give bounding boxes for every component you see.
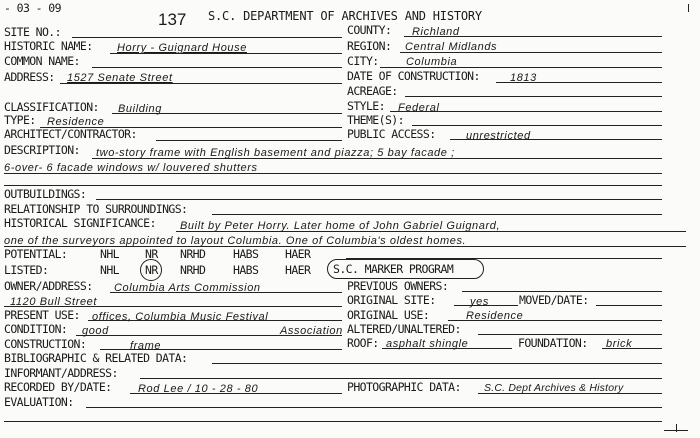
recorded-by-value: Rod Lee / 10 - 28 - 80: [138, 383, 259, 395]
recorded-by-line: [130, 393, 342, 394]
common-name-label: COMMON NAME:: [4, 54, 80, 68]
site-no-value: 137: [158, 10, 187, 29]
bottom-line: [4, 421, 662, 422]
evaluation-label: EVALUATION:: [4, 395, 74, 409]
potential-habs[interactable]: HABS: [233, 247, 259, 261]
altered-label: ALTERED/UNALTERED:: [347, 322, 461, 336]
bibliographic-line: [212, 363, 662, 364]
condition-value: good: [82, 325, 109, 337]
description-line-1: two-story frame with English basement and piazza; 5 bay facade ;: [96, 147, 455, 159]
previous-owners-line: [462, 291, 662, 292]
description-label: DESCRIPTION:: [4, 143, 80, 157]
informant-line: [140, 378, 662, 379]
architect-label: ARCHITECT/CONTRACTOR:: [4, 127, 137, 141]
classification-value: Building: [118, 103, 162, 115]
outbuildings-line: [96, 199, 662, 200]
potential-nhl[interactable]: NHL: [100, 247, 119, 261]
date-of-construction-line: [496, 82, 662, 83]
present-use-line-1: offices, Columbia Music Festival: [92, 311, 269, 323]
owner-address-line-1: Columbia Arts Commission: [114, 282, 261, 294]
city-value: Columbia: [406, 56, 458, 68]
foundation-label: FOUNDATION:: [518, 336, 588, 350]
region-value: Central Midlands: [405, 41, 498, 53]
owner-address-rule-1: [110, 292, 342, 293]
moved-date-label: MOVED/DATE:: [519, 293, 589, 307]
historical-significance-line-1: Built by Peter Horry. Later home of John Gabriel Guignard,: [180, 220, 501, 232]
listed-nr[interactable]: NR: [145, 263, 158, 277]
original-site-label: ORIGINAL SITE:: [347, 293, 436, 307]
form-header: S.C. DEPARTMENT OF ARCHIVES AND HISTORY: [208, 9, 482, 23]
themes-line: [412, 125, 662, 126]
evaluation-line: [86, 407, 662, 408]
architect-line: [156, 140, 342, 141]
common-name-line: [92, 67, 342, 68]
corner-tick-top: [688, 4, 689, 12]
listed-haer[interactable]: HAER: [285, 263, 311, 277]
listed-habs[interactable]: HABS: [233, 263, 259, 277]
description-rule-3: [4, 185, 662, 186]
historic-name-value: Horry - Guignard House: [117, 42, 247, 54]
style-label: STYLE:: [347, 99, 385, 113]
historic-name-line: [110, 53, 342, 54]
owner-address-rule-2: [4, 306, 342, 307]
original-site-line: [454, 305, 518, 306]
condition-line: [76, 335, 342, 336]
historical-significance-rule-1: [176, 231, 686, 232]
roof-value: asphalt shingle: [386, 338, 469, 350]
owner-address-label: OWNER/ADDRESS:: [4, 279, 93, 293]
city-line: [380, 67, 662, 68]
style-line: [390, 111, 662, 112]
description-line-2: 6-over- 6 facade windows w/ louvered shutters: [4, 162, 258, 174]
moved-date-line: [596, 305, 662, 306]
county-label: COUNTY:: [347, 23, 392, 37]
present-use-line-2: Association: [280, 325, 343, 337]
site-no-line: [72, 37, 342, 38]
style-value: Federal: [398, 102, 440, 114]
original-site-value: yes: [470, 296, 489, 308]
type-label: TYPE:: [4, 113, 36, 127]
listed-label: LISTED:: [4, 263, 49, 277]
county-line: [404, 36, 662, 37]
construction-value: frame: [130, 340, 162, 352]
photographic-data-line: [478, 393, 662, 394]
original-use-line: [448, 320, 662, 321]
region-line: [400, 52, 662, 53]
roof-label: ROOF:: [347, 336, 379, 350]
acreage-line: [405, 96, 662, 97]
original-use-value: Residence: [466, 310, 524, 322]
historical-significance-line-2: one of the surveyors appointed to layout Columbia. One of Columbia's oldest homes.: [4, 235, 467, 247]
marker-program: S.C. MARKER PROGRAM: [333, 262, 454, 276]
photographic-data-value: S.C. Dept Archives & History: [484, 382, 624, 394]
city-label: CITY:: [347, 54, 379, 68]
classification-line: [112, 113, 342, 114]
potential-nr[interactable]: NR: [145, 247, 158, 261]
previous-owners-label: PREVIOUS OWNERS:: [347, 279, 449, 293]
informant-label: INFORMANT/ADDRESS:: [4, 366, 118, 380]
photographic-data-label: PHOTOGRAPHIC DATA:: [347, 380, 461, 394]
present-use-label: PRESENT USE:: [4, 308, 80, 322]
acreage-label: ACREAGE:: [347, 84, 398, 98]
bibliographic-label: BIBLIOGRAPHIC & RELATED DATA:: [4, 351, 188, 365]
date-of-construction-label: DATE OF CONSTRUCTION:: [347, 69, 480, 83]
description-rule-1: [92, 158, 662, 159]
listed-nhl[interactable]: NHL: [100, 263, 119, 277]
county-value: Richland: [412, 26, 460, 38]
relationship-label: RELATIONSHIP TO SURROUNDINGS:: [4, 202, 188, 216]
potential-nrhd[interactable]: NRHD: [180, 247, 206, 261]
form-id: - 03 - 09: [4, 1, 61, 15]
public-access-line: [450, 139, 662, 140]
foundation-line: [602, 348, 662, 349]
recorded-by-label: RECORDED BY/DATE:: [4, 380, 112, 394]
listed-nrhd[interactable]: NRHD: [180, 263, 206, 277]
site-no-label: SITE NO.:: [4, 25, 61, 39]
historical-significance-label: HISTORICAL SIGNIFICANCE:: [4, 216, 156, 230]
historic-name-label: HISTORIC NAME:: [4, 39, 93, 53]
relationship-line: [212, 214, 662, 215]
outbuildings-label: OUTBUILDINGS:: [4, 187, 87, 201]
address-line: [60, 83, 342, 84]
original-use-label: ORIGINAL USE:: [347, 308, 430, 322]
region-label: REGION:: [347, 39, 392, 53]
roof-line: [382, 348, 512, 349]
owner-address-line-2: 1120 Bull Street: [10, 296, 98, 308]
construction-label: CONSTRUCTION:: [4, 337, 87, 351]
present-use-rule: [88, 320, 342, 321]
construction-line: [100, 349, 342, 350]
altered-line: [478, 334, 662, 335]
corner-tick: [676, 424, 677, 432]
description-rule-2: [4, 173, 662, 174]
public-access-value: unrestricted: [466, 130, 531, 142]
condition-label: CONDITION:: [4, 322, 68, 336]
address-value: 1527 Senate Street: [67, 72, 173, 84]
type-value: Residence: [47, 116, 105, 128]
foundation-value: brick: [606, 338, 633, 350]
classification-label: CLASSIFICATION:: [4, 100, 99, 114]
date-of-construction-value: 1813: [510, 72, 537, 84]
themes-label: THEME(S):: [347, 113, 404, 127]
public-access-label: PUBLIC ACCESS:: [347, 127, 436, 141]
listed-nr-circle: [140, 259, 162, 281]
potential-label: POTENTIAL:: [4, 247, 68, 261]
potential-haer[interactable]: HAER: [285, 247, 311, 261]
address-label: ADDRESS:: [4, 70, 55, 84]
